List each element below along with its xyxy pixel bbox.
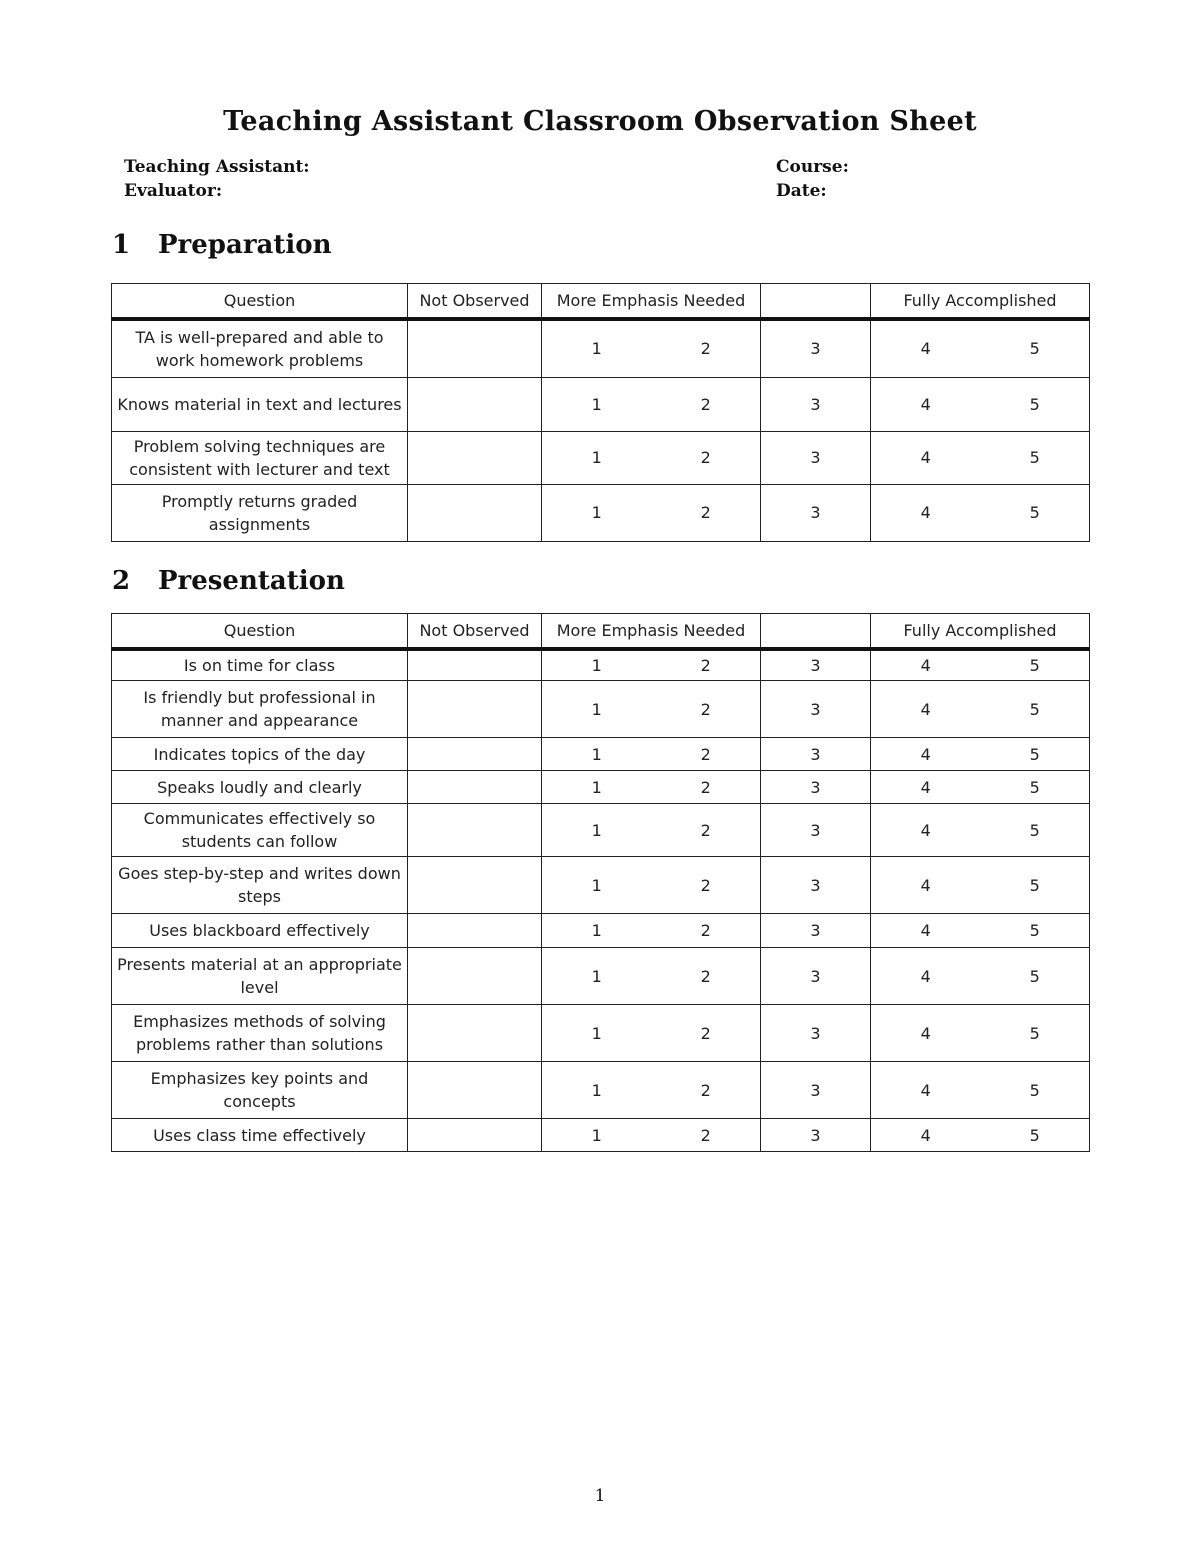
- question-cell: Problem solving techniques are consistent with lecturer and text: [112, 431, 408, 484]
- presentation-table: [111, 613, 1090, 1152]
- rating-5[interactable]: 5: [981, 484, 1090, 541]
- rating-1[interactable]: 1: [542, 738, 652, 771]
- table-row: [112, 484, 1090, 541]
- table-row: [112, 857, 1090, 914]
- not-observed-cell[interactable]: [408, 771, 542, 804]
- rating-3[interactable]: 3: [761, 948, 871, 1005]
- header-not-observed: Not Observed: [408, 614, 542, 650]
- rating-1[interactable]: 1: [542, 681, 652, 738]
- table-row: [112, 319, 1090, 377]
- section-heading-presentation: [112, 566, 345, 596]
- rating-4[interactable]: 4: [871, 649, 981, 681]
- header-blank: [761, 284, 871, 320]
- question-cell: TA is well-prepared and able to work homework problems: [112, 319, 408, 377]
- header-question: Question: [112, 284, 408, 320]
- rating-2[interactable]: 2: [652, 804, 761, 857]
- rating-1[interactable]: 1: [542, 914, 652, 948]
- rating-2[interactable]: 2: [652, 771, 761, 804]
- rating-5[interactable]: 5: [981, 738, 1090, 771]
- header-more-emphasis-needed: More Emphasis Needed: [542, 284, 761, 320]
- not-observed-cell[interactable]: [408, 1062, 542, 1119]
- rating-4[interactable]: 4: [871, 857, 981, 914]
- rating-2[interactable]: 2: [652, 914, 761, 948]
- question-cell: Speaks loudly and clearly: [112, 771, 408, 804]
- rating-5[interactable]: 5: [981, 1062, 1090, 1119]
- table-row: [112, 681, 1090, 738]
- rating-3[interactable]: 3: [761, 431, 871, 484]
- rating-4[interactable]: 4: [871, 1119, 981, 1152]
- rating-3[interactable]: 3: [761, 804, 871, 857]
- header-more-emphasis-needed: More Emphasis Needed: [542, 614, 761, 650]
- header-fully-accomplished: Fully Accomplished: [871, 284, 1090, 320]
- rating-4[interactable]: 4: [871, 914, 981, 948]
- course-label: Course:: [776, 157, 849, 177]
- table-row: [112, 1062, 1090, 1119]
- evaluator-label: Evaluator:: [124, 181, 223, 201]
- rating-4[interactable]: 4: [871, 484, 981, 541]
- question-cell: Communicates effectively so students can follow: [112, 804, 408, 857]
- rating-2[interactable]: 2: [652, 738, 761, 771]
- rating-1[interactable]: 1: [542, 1062, 652, 1119]
- rating-2[interactable]: 2: [652, 1005, 761, 1062]
- rating-3[interactable]: 3: [761, 649, 871, 681]
- rating-1[interactable]: 1: [542, 948, 652, 1005]
- rating-3[interactable]: 3: [761, 738, 871, 771]
- page-title: Teaching Assistant Classroom Observation Sheet: [223, 106, 977, 137]
- not-observed-cell[interactable]: [408, 1005, 542, 1062]
- question-cell: Presents material at an appropriate level: [112, 948, 408, 1005]
- rating-3[interactable]: 3: [761, 914, 871, 948]
- question-cell: Emphasizes key points and concepts: [112, 1062, 408, 1119]
- not-observed-cell[interactable]: [408, 431, 542, 484]
- table-row: [112, 431, 1090, 484]
- rating-1[interactable]: 1: [542, 484, 652, 541]
- rating-1[interactable]: 1: [542, 431, 652, 484]
- not-observed-cell[interactable]: [408, 804, 542, 857]
- table-row: [112, 914, 1090, 948]
- rating-1[interactable]: 1: [542, 319, 652, 377]
- rating-2[interactable]: 2: [652, 1119, 761, 1152]
- table-row: [112, 1119, 1090, 1152]
- not-observed-cell[interactable]: [408, 914, 542, 948]
- rating-3[interactable]: 3: [761, 319, 871, 377]
- rating-4[interactable]: 4: [871, 1062, 981, 1119]
- rating-2[interactable]: 2: [652, 681, 761, 738]
- rating-5[interactable]: 5: [981, 681, 1090, 738]
- table-row: [112, 771, 1090, 804]
- rating-5[interactable]: 5: [981, 377, 1090, 431]
- rating-5[interactable]: 5: [981, 857, 1090, 914]
- rating-3[interactable]: 3: [761, 377, 871, 431]
- rating-1[interactable]: 1: [542, 771, 652, 804]
- rating-1[interactable]: 1: [542, 377, 652, 431]
- rating-4[interactable]: 4: [871, 431, 981, 484]
- rating-5[interactable]: 5: [981, 914, 1090, 948]
- rating-5[interactable]: 5: [981, 319, 1090, 377]
- header-blank: [761, 614, 871, 650]
- question-cell: Uses class time effectively: [112, 1119, 408, 1152]
- page-number: 1: [594, 1486, 606, 1506]
- rating-1[interactable]: 1: [542, 1119, 652, 1152]
- section-title: Presentation: [158, 566, 345, 596]
- rating-2[interactable]: 2: [652, 431, 761, 484]
- header-not-observed: Not Observed: [408, 284, 542, 320]
- rating-2[interactable]: 2: [652, 948, 761, 1005]
- rating-2[interactable]: 2: [652, 1062, 761, 1119]
- table-row: [112, 649, 1090, 681]
- header-fully-accomplished: Fully Accomplished: [871, 614, 1090, 650]
- not-observed-cell[interactable]: [408, 1119, 542, 1152]
- rating-5[interactable]: 5: [981, 771, 1090, 804]
- rating-5[interactable]: 5: [981, 1119, 1090, 1152]
- not-observed-cell[interactable]: [408, 738, 542, 771]
- rating-1[interactable]: 1: [542, 1005, 652, 1062]
- rating-4[interactable]: 4: [871, 948, 981, 1005]
- rating-3[interactable]: 3: [761, 1062, 871, 1119]
- rating-4[interactable]: 4: [871, 771, 981, 804]
- rating-3[interactable]: 3: [761, 1005, 871, 1062]
- rating-1[interactable]: 1: [542, 649, 652, 681]
- section-number: 2: [112, 566, 131, 596]
- rating-4[interactable]: 4: [871, 681, 981, 738]
- rating-5[interactable]: 5: [981, 804, 1090, 857]
- rating-4[interactable]: 4: [871, 804, 981, 857]
- not-observed-cell[interactable]: [408, 857, 542, 914]
- question-cell: Is friendly but professional in manner and appearance: [112, 681, 408, 738]
- question-cell: Promptly returns graded assignments: [112, 484, 408, 541]
- rating-1[interactable]: 1: [542, 804, 652, 857]
- preparation-table: [111, 283, 1090, 542]
- rating-4[interactable]: 4: [871, 377, 981, 431]
- rating-1[interactable]: 1: [542, 857, 652, 914]
- not-observed-cell[interactable]: [408, 948, 542, 1005]
- rating-2[interactable]: 2: [652, 377, 761, 431]
- rating-2[interactable]: 2: [652, 319, 761, 377]
- rating-5[interactable]: 5: [981, 431, 1090, 484]
- rating-3[interactable]: 3: [761, 484, 871, 541]
- question-cell: Goes step-by-step and writes down steps: [112, 857, 408, 914]
- not-observed-cell[interactable]: [408, 319, 542, 377]
- rating-5[interactable]: 5: [981, 649, 1090, 681]
- rating-2[interactable]: 2: [652, 484, 761, 541]
- section-heading-preparation: [112, 230, 332, 260]
- header-question: Question: [112, 614, 408, 650]
- table-row: [112, 1005, 1090, 1062]
- teaching-assistant-label: Teaching Assistant:: [124, 157, 310, 177]
- not-observed-cell[interactable]: [408, 377, 542, 431]
- table-row: [112, 738, 1090, 771]
- rating-5[interactable]: 5: [981, 1005, 1090, 1062]
- section-title: Preparation: [158, 230, 332, 260]
- question-cell: Is on time for class: [112, 649, 408, 681]
- rating-3[interactable]: 3: [761, 681, 871, 738]
- table-header-row: [112, 284, 1090, 320]
- not-observed-cell[interactable]: [408, 484, 542, 541]
- rating-2[interactable]: 2: [652, 649, 761, 681]
- rating-3[interactable]: 3: [761, 857, 871, 914]
- question-cell: Indicates topics of the day: [112, 738, 408, 771]
- rating-4[interactable]: 4: [871, 738, 981, 771]
- table-row: [112, 804, 1090, 857]
- question-cell: Knows material in text and lectures: [112, 377, 408, 431]
- table-header-row: [112, 614, 1090, 650]
- rating-5[interactable]: 5: [981, 948, 1090, 1005]
- rating-3[interactable]: 3: [761, 771, 871, 804]
- question-cell: Emphasizes methods of solving problems rather than solutions: [112, 1005, 408, 1062]
- not-observed-cell[interactable]: [408, 649, 542, 681]
- rating-2[interactable]: 2: [652, 857, 761, 914]
- rating-4[interactable]: 4: [871, 1005, 981, 1062]
- table-row: [112, 377, 1090, 431]
- section-number: 1: [112, 230, 131, 260]
- question-cell: Uses blackboard effectively: [112, 914, 408, 948]
- rating-4[interactable]: 4: [871, 319, 981, 377]
- not-observed-cell[interactable]: [408, 681, 542, 738]
- rating-3[interactable]: 3: [761, 1119, 871, 1152]
- table-row: [112, 948, 1090, 1005]
- date-label: Date:: [776, 181, 827, 201]
